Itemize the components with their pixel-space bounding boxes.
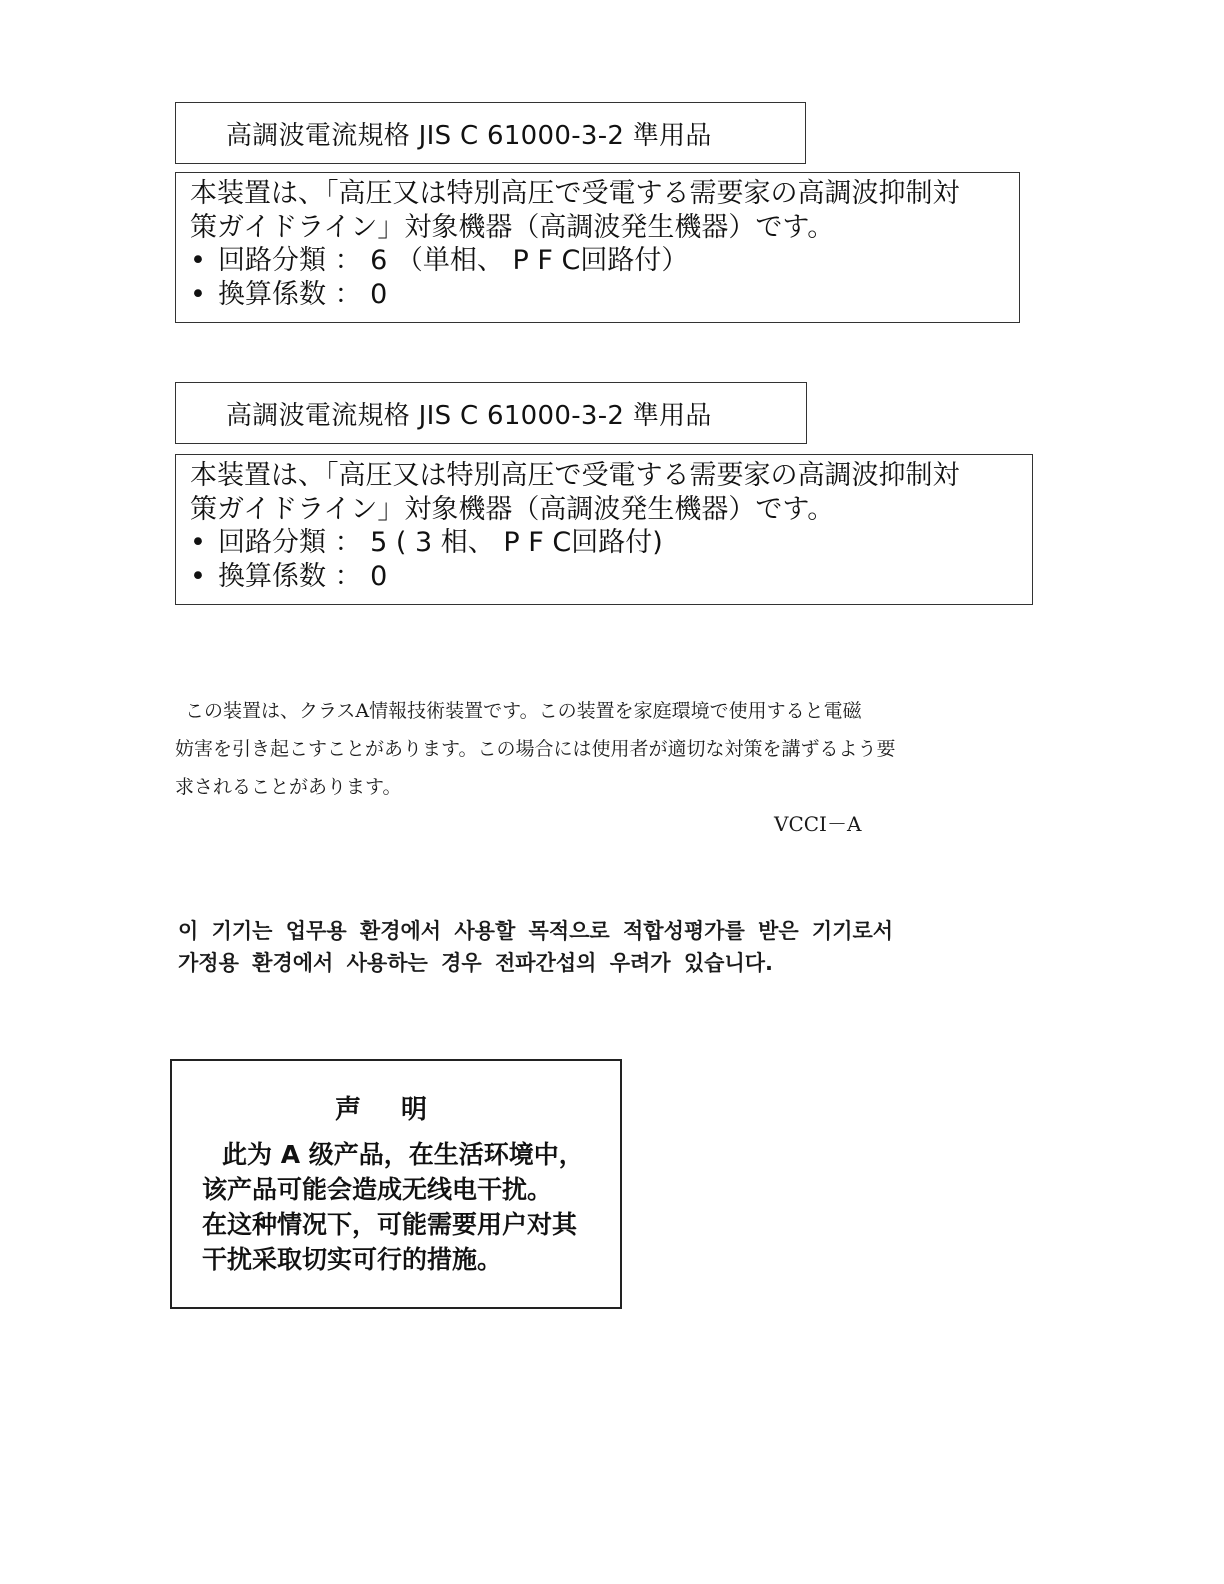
jis-notice-1-bullet-item-2 xyxy=(190,278,1005,312)
jis-notice-1-title-box xyxy=(175,102,806,164)
jis-notice-1-title: 高調波電流規格 JIS C 61000-3-2 準用品 xyxy=(226,120,712,151)
jis-notice-1-circuit-class: 回路分類 ： 6 （単相、 P F C回路付） xyxy=(218,245,689,276)
vcci-class-label: VCCI－A xyxy=(774,812,862,836)
jis-notice-2-conversion-factor: 換算係数 ： 0 xyxy=(218,560,388,592)
bullet-icon: • xyxy=(190,245,206,276)
korean-notice-line2: 가정용 환경에서 사용하는 경우 전파간섭의 우려가 있습니다. xyxy=(178,951,773,975)
jis-notice-2-line2: 策ガイドライン」対象機器（高調波発生機器）です。 xyxy=(190,493,835,525)
chinese-notice-line1: 此为 A 级产品，在生活环境中， xyxy=(222,1140,584,1169)
chinese-notice-box xyxy=(170,1059,622,1309)
jis-notice-1-line1: 本装置は、「高圧又は特別高圧で受電する需要家の高調波抑制対 xyxy=(190,178,960,209)
jis-notice-1-conversion-factor: 換算係数 ： 0 xyxy=(218,278,388,310)
bullet-icon: • xyxy=(190,560,206,592)
chinese-notice-title: 声明 xyxy=(334,1095,467,1125)
bullet-icon: • xyxy=(190,278,206,310)
korean-notice-line1: 이 기기는 업무용 환경에서 사용할 목적으로 적합성평가를 받은 기기로서 xyxy=(178,919,894,943)
vcci-notice-line3: 求されることがあります。 xyxy=(175,776,402,798)
jis-notice-2-content-box xyxy=(175,454,1033,605)
vcci-notice xyxy=(175,692,895,806)
chinese-notice-body xyxy=(202,1137,584,1277)
jis-notice-2-circuit-class: 回路分類 ： 5 ( 3 相、 P F C回路付) xyxy=(218,527,663,558)
jis-notice-1-content-box xyxy=(175,172,1020,323)
jis-notice-2-bullet-item-2 xyxy=(190,560,1018,594)
vcci-notice-line2: 妨害を引き起こすことがあります。この場合には使用者が適切な対策を講ずるよう要 xyxy=(175,738,896,760)
jis-notice-2-title: 高調波電流規格 JIS C 61000-3-2 準用品 xyxy=(226,400,712,431)
jis-notice-2-line1: 本装置は、「高圧又は特別高圧で受電する需要家の高調波抑制対 xyxy=(190,460,960,491)
chinese-notice-line2: 该产品可能会造成无线电干扰。 xyxy=(202,1175,553,1204)
bullet-icon: • xyxy=(190,527,206,558)
chinese-notice-line3: 在这种情况下，可能需要用户对其 xyxy=(202,1210,578,1239)
jis-notice-1-line2: 策ガイドライン」対象機器（高調波発生機器）です。 xyxy=(190,211,835,243)
korean-notice xyxy=(178,915,893,979)
chinese-notice-line4: 干扰采取切实可行的措施。 xyxy=(202,1245,503,1274)
vcci-notice-line1: この装置は、クラスA情報技術装置です。この装置を家庭環境で使用すると電磁 xyxy=(185,700,862,722)
jis-notice-2-title-box xyxy=(175,382,807,444)
jis-notice-1-bullet-item-1 xyxy=(190,244,1005,278)
jis-notice-2-bullet-item-1 xyxy=(190,526,1018,560)
